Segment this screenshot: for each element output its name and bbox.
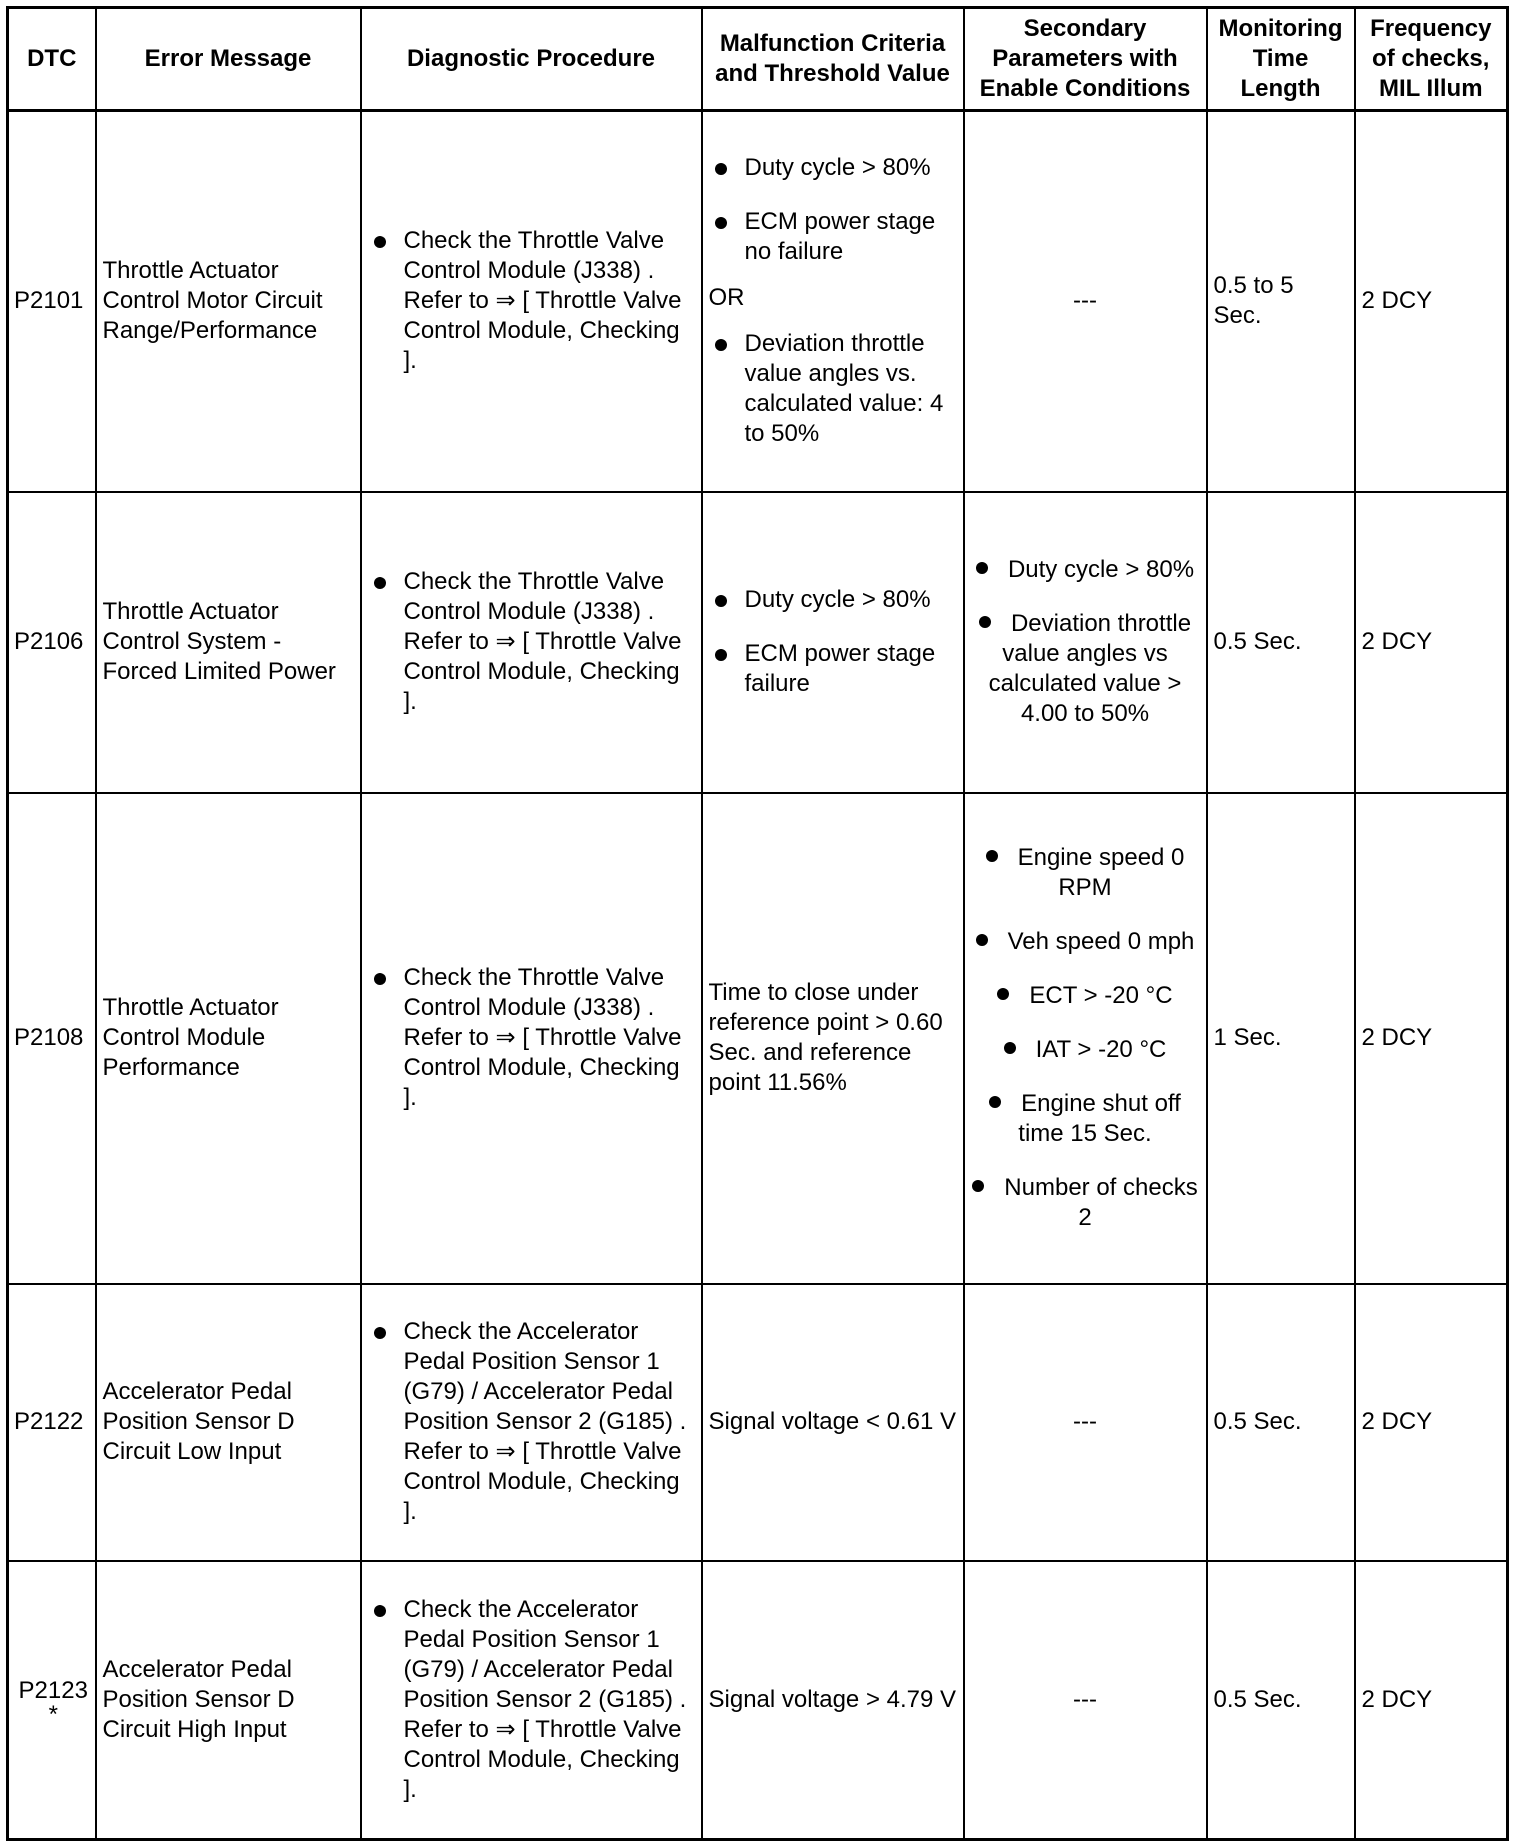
criteria-item: Duty cycle > 80%: [709, 585, 957, 615]
frequency: 2 DCY: [1355, 111, 1508, 492]
header-dtc: DTC: [8, 8, 96, 111]
header-malfunction-criteria: Malfunction Criteria and Threshold Value: [702, 8, 964, 111]
secondary-item: Engine shut off time 15 Sec.: [971, 1089, 1200, 1149]
table-row: [8, 111, 1508, 492]
header-diagnostic-procedure: Diagnostic Procedure: [361, 8, 702, 111]
error-message: Throttle Actuator Control Motor Circuit Range/Performance: [96, 111, 361, 492]
bullet-icon: [1004, 1042, 1016, 1054]
error-message: Throttle Actuator Control Module Performance: [96, 793, 361, 1284]
bullet-icon: [986, 850, 998, 862]
bullet-icon: [976, 562, 988, 574]
bullet-icon: [997, 988, 1009, 1000]
monitoring-time: 0.5 Sec.: [1207, 1284, 1355, 1561]
procedure-item: Check the Throttle Valve Control Module (J338) . Refer to ⇒ [ Throttle Valve Control Module, Checking ].: [368, 226, 695, 376]
diagnostic-procedure: [361, 793, 702, 1284]
procedure-item: Check the Accelerator Pedal Position Sensor 1 (G79) / Accelerator Pedal Position Sensor 2 (G185) . Refer to ⇒ [ Throttle Valve Control Module, Checking ].: [368, 1317, 695, 1527]
secondary-item: Duty cycle > 80%: [971, 555, 1200, 585]
criteria-item: ECM power stage failure: [709, 639, 957, 699]
error-message: Accelerator Pedal Position Sensor D Circuit High Input: [96, 1561, 361, 1840]
monitoring-time: 1 Sec.: [1207, 793, 1355, 1284]
dtc-code: P2122: [8, 1284, 96, 1561]
bullet-icon: [976, 934, 988, 946]
dtc-code: P2106: [8, 492, 96, 793]
secondary-item: ECT > -20 °C: [971, 981, 1200, 1011]
secondary-item: Deviation throttle value angles vs calculated value > 4.00 to 50%: [971, 609, 1200, 729]
procedure-item: Check the Throttle Valve Control Module (J338) . Refer to ⇒ [ Throttle Valve Control Module, Checking ].: [368, 963, 695, 1113]
criteria-item: Deviation throttle value angles vs. calculated value: 4 to 50%: [709, 329, 957, 449]
frequency: 2 DCY: [1355, 492, 1508, 793]
table-row: [8, 793, 1508, 1284]
secondary-parameters: ---: [964, 111, 1207, 492]
monitoring-time: 0.5 to 5 Sec.: [1207, 111, 1355, 492]
header-monitoring-time: Monitoring Time Length: [1207, 8, 1355, 111]
frequency: 2 DCY: [1355, 1284, 1508, 1561]
malfunction-criteria: Signal voltage > 4.79 V: [702, 1561, 964, 1840]
dtc-code: P2108: [8, 793, 96, 1284]
secondary-item: Number of checks 2: [971, 1173, 1200, 1233]
header-row: [8, 8, 1508, 111]
procedure-item: Check the Throttle Valve Control Module (J338) . Refer to ⇒ [ Throttle Valve Control Module, Checking ].: [368, 567, 695, 717]
dtc-code: [8, 1561, 96, 1840]
dtc-code: P2101: [8, 111, 96, 492]
malfunction-criteria: [702, 111, 964, 492]
bullet-icon: [989, 1096, 1001, 1108]
table-row: [8, 492, 1508, 793]
malfunction-criteria: Time to close under reference point > 0.60 Sec. and reference point 11.56%: [702, 793, 964, 1284]
diagnostic-procedure: [361, 1284, 702, 1561]
error-message: Throttle Actuator Control System - Forced Limited Power: [96, 492, 361, 793]
criteria-item: ECM power stage no failure: [709, 207, 957, 267]
secondary-item: Engine speed 0 RPM: [971, 843, 1200, 903]
bullet-icon: [979, 616, 991, 628]
table-row: [8, 1284, 1508, 1561]
monitoring-time: 0.5 Sec.: [1207, 492, 1355, 793]
header-secondary-parameters: Secondary Parameters with Enable Conditions: [964, 8, 1207, 111]
diagnostic-procedure: [361, 1561, 702, 1840]
secondary-parameters: [964, 492, 1207, 793]
dtc-code-text: P2123: [18, 1676, 88, 1704]
diagnostic-procedure: [361, 111, 702, 492]
frequency: 2 DCY: [1355, 793, 1508, 1284]
frequency: 2 DCY: [1355, 1561, 1508, 1840]
header-frequency: Frequency of checks, MIL Illum: [1355, 8, 1508, 111]
malfunction-criteria: Signal voltage < 0.61 V: [702, 1284, 964, 1561]
criteria-item: Duty cycle > 80%: [709, 153, 957, 183]
secondary-parameters: ---: [964, 1284, 1207, 1561]
malfunction-criteria: [702, 492, 964, 793]
secondary-parameters: [964, 793, 1207, 1284]
error-message: Accelerator Pedal Position Sensor D Circuit Low Input: [96, 1284, 361, 1561]
dtc-note: *: [48, 1700, 58, 1728]
dtc-table: [6, 6, 1509, 1841]
criteria-or: OR: [708, 284, 745, 312]
table-row: [8, 1561, 1508, 1840]
procedure-item: Check the Accelerator Pedal Position Sensor 1 (G79) / Accelerator Pedal Position Sensor 2 (G185) . Refer to ⇒ [ Throttle Valve Control Module, Checking ].: [368, 1595, 695, 1805]
secondary-item: Veh speed 0 mph: [971, 927, 1200, 957]
diagnostic-procedure: [361, 492, 702, 793]
header-error-message: Error Message: [96, 8, 361, 111]
monitoring-time: 0.5 Sec.: [1207, 1561, 1355, 1840]
bullet-icon: [972, 1180, 984, 1192]
secondary-item: IAT > -20 °C: [971, 1035, 1200, 1065]
secondary-parameters: ---: [964, 1561, 1207, 1840]
